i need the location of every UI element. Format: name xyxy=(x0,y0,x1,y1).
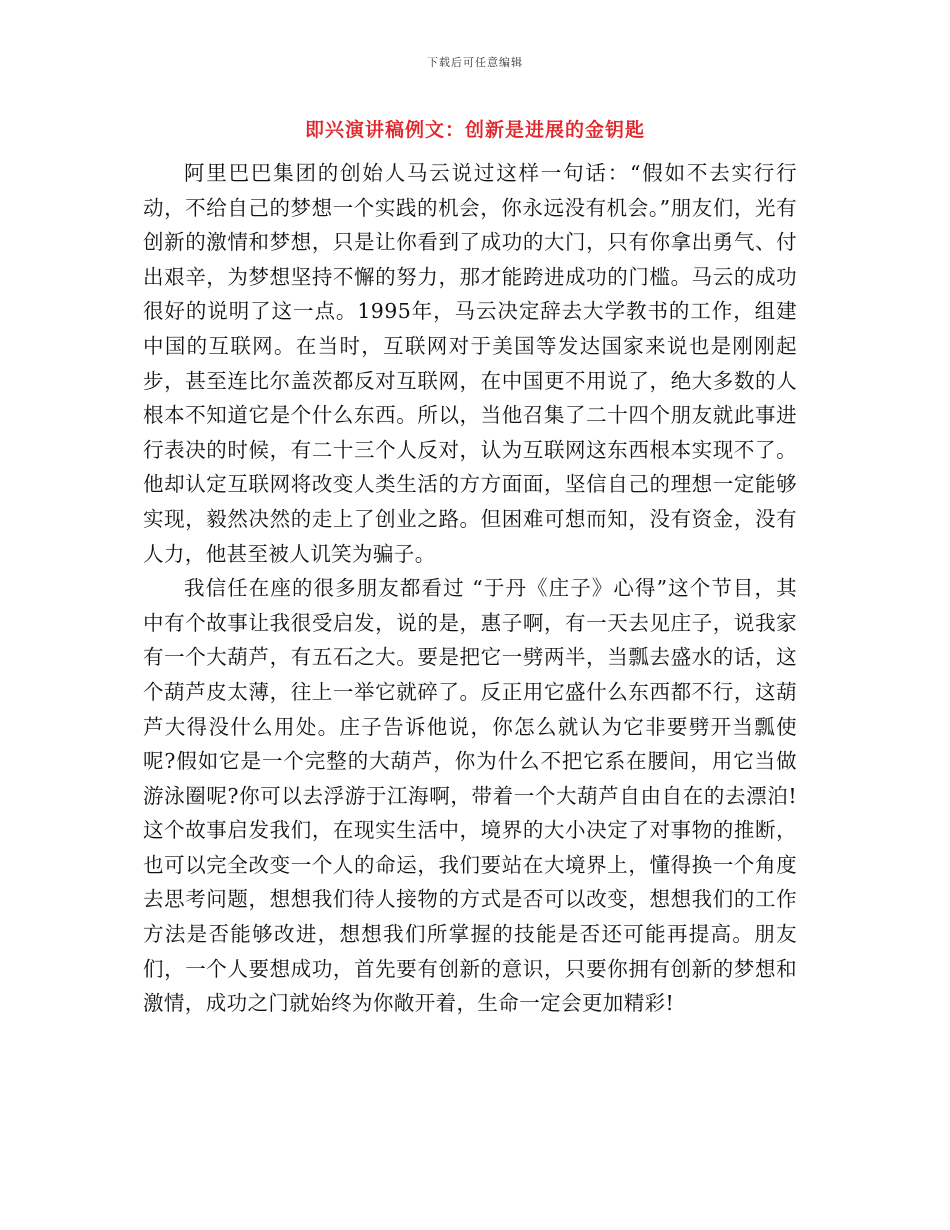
header-note: 下载后可任意编辑 xyxy=(427,56,523,69)
page-title: 即兴演讲稿例文：创新是进展的金钥匙 xyxy=(304,119,645,141)
document-body xyxy=(143,156,797,1021)
paragraph-2: 我信任在座的很多朋友都看过 “于丹《庄子》心得”这个节目，其中有个故事让我很受启发，说的是，惠子啊，有一天去见庄子，说我家有一个大葫芦，有五石之大。要是把它一劈两半，当瓢去盛水的话，这个葫芦皮太薄，往上一举它就碎了。反正用它盛什么东西都不行，这葫芦大得没什么用处。庄子告诉他说，你怎么就认为它非要劈开当瓢使呢?假如它是一个完整的大葫芦，你为什么不把它系在腰间，用它当做游泳圈呢?你可以去浮游于江海啊，带着一个大葫芦自由自在的去漂泊!这个故事启发我们，在现实生活中，境界的大小决定了对事物的推断，也可以完全改变一个人的命运，我们要站在大境界上，懂得换一个角度去思考问题，想想我们待人接物的方式是否可以改变，想想我们的工作方法是否能够改进，想想我们所掌握的技能是否还可能再提高。朋友们，一个人要想成功，首先要有创新的意识，只要你拥有创新的梦想和激情，成功之门就始终为你敞开着，生命一定会更加精彩! xyxy=(143,576,797,1016)
paragraph-1: 阿里巴巴集团的创始人马云说过这样一句话：“假如不去实行行动，不给自己的梦想一个实践的机会，你永远没有机会。”朋友们，光有创新的激情和梦想，只是让你看到了成功的大门，只有你拿出勇气、付出艰辛，为梦想坚持不懈的努力，那才能跨进成功的门槛。马云的成功很好的说明了这一点。1995年，马云决定辞去大学教书的工作，组建中国的互联网。在当时，互联网对于美国等发达国家来说也是刚刚起步，甚至连比尔盖茨都反对互联网，在中国更不用说了，绝大多数的人根本不知道它是个什么东西。所以，当他召集了二十四个朋友就此事进行表决的时候，有二十三个人反对，认为互联网这东西根本实现不了。他却认定互联网将改变人类生活的方方面面，坚信自己的理想一定能够实现，毅然决然的走上了创业之路。但困难可想而知，没有资金，没有人力，他甚至被人讥笑为骗子。 xyxy=(143,161,797,566)
